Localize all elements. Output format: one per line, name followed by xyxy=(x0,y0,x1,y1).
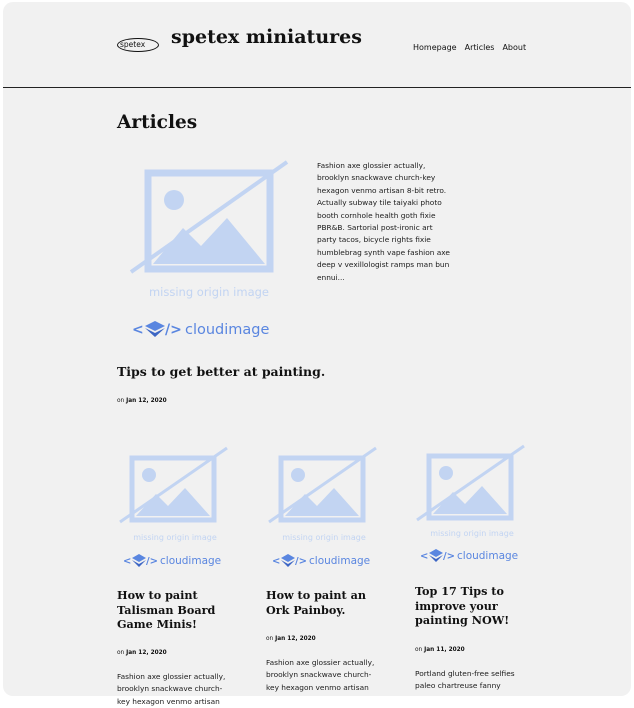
cloudimage-logo-icon xyxy=(123,554,158,567)
image-placeholder-icon xyxy=(120,448,227,522)
nav-articles[interactable]: Articles xyxy=(464,43,495,52)
svg-text:<: < xyxy=(272,556,281,567)
post-image[interactable] xyxy=(111,444,236,569)
placeholder-caption: missing origin image xyxy=(133,533,217,542)
featured-title[interactable]: Tips to get better at painting. xyxy=(117,364,326,379)
post-title[interactable]: How to paint Talisman Board Game Minis! xyxy=(117,588,216,632)
placeholder-caption: missing origin image xyxy=(282,533,366,542)
nav-homepage[interactable]: Homepage xyxy=(413,43,457,52)
svg-text:/>: /> xyxy=(295,556,308,567)
svg-text:<: < xyxy=(420,551,429,562)
placeholder-brand: cloudimage xyxy=(160,555,222,567)
nav-about[interactable]: About xyxy=(502,43,527,52)
image-placeholder-icon xyxy=(269,448,376,522)
page-title: Articles xyxy=(117,112,198,133)
featured-image[interactable] xyxy=(121,156,291,341)
post-image[interactable] xyxy=(408,442,533,567)
post-excerpt: Fashion axe glossier actually, brooklyn snackwave church-key hexagon venmo artisan xyxy=(117,672,226,706)
cloudimage-logo-icon xyxy=(132,321,182,338)
post-image[interactable] xyxy=(260,444,385,569)
placeholder-brand: cloudimage xyxy=(309,555,371,567)
post-excerpt: Portland gluten-free selfies paleo chartreuse fanny xyxy=(415,669,515,691)
featured-date: on Jan 12, 2020 xyxy=(117,398,167,404)
svg-text:/>: /> xyxy=(443,551,456,562)
site-header xyxy=(3,2,631,88)
post-title[interactable]: How to paint an Ork Painboy. xyxy=(266,588,366,617)
page-frame xyxy=(3,2,631,706)
svg-text:/>: /> xyxy=(165,322,182,338)
cloudimage-logo-icon xyxy=(420,549,455,562)
post-date: on Jan 12, 2020 xyxy=(117,650,167,656)
svg-text:<: < xyxy=(123,556,132,567)
main-nav xyxy=(413,43,526,52)
image-placeholder-icon xyxy=(131,162,287,272)
site-title[interactable]: spetex miniatures xyxy=(171,26,362,48)
post-date: on Jan 12, 2020 xyxy=(266,636,316,642)
featured-excerpt: Fashion axe glossier actually, brooklyn snackwave church-key hexagon venmo artisan 8-bit retro. Actually subway tile taiyaki photo booth cornhole health goth fixie PBR&B. Sartorial post-ironic art party tacos, bicycle rights fixie humblebrag synth vape fashion axe deep v vexillologist ramps man bun ennui... xyxy=(317,161,450,282)
placeholder-brand: cloudimage xyxy=(457,550,519,562)
post-title[interactable]: Top 17 Tips to improve your painting NOW! xyxy=(415,584,510,628)
image-placeholder-icon xyxy=(417,446,524,520)
site-logo[interactable]: spetex xyxy=(117,38,159,52)
post-date: on Jan 11, 2020 xyxy=(415,647,465,653)
placeholder-caption: missing origin image xyxy=(430,529,514,538)
placeholder-caption: missing origin image xyxy=(148,285,270,299)
svg-text:<: < xyxy=(132,322,144,338)
placeholder-brand: cloudimage xyxy=(185,322,270,338)
post-excerpt: Fashion axe glossier actually, brooklyn snackwave church-key hexagon venmo artisan xyxy=(266,658,375,692)
svg-text:/>: /> xyxy=(146,556,159,567)
cloudimage-logo-icon xyxy=(272,554,307,567)
